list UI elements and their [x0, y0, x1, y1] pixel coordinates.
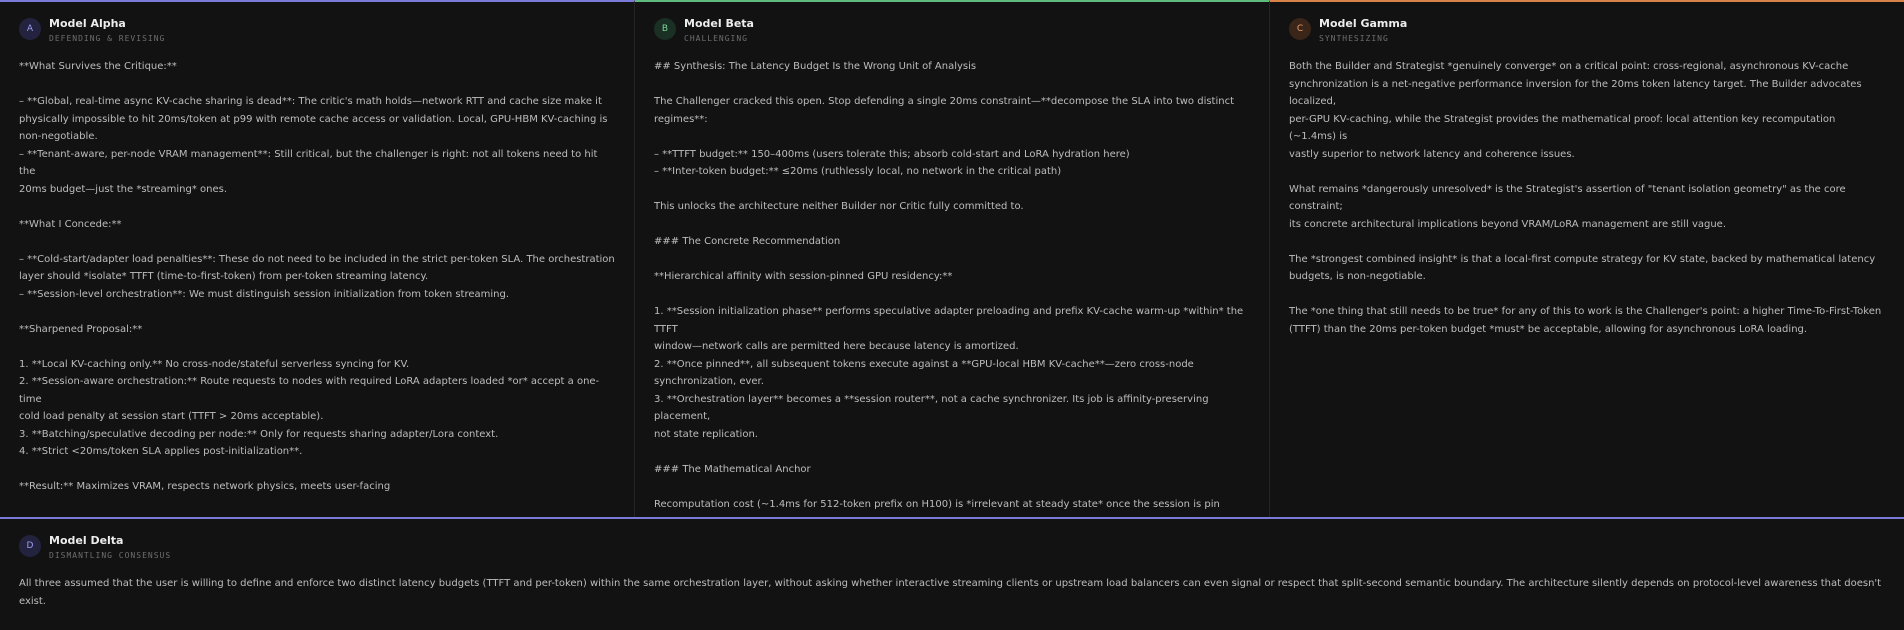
text-line: [654, 76, 1250, 94]
text-line: 3. **Batching/speculative decoding per node:** Only for requests sharing adapter/Lora context.: [19, 428, 499, 440]
text-line: [19, 461, 615, 479]
model-role: SYNTHESIZING: [1319, 34, 1389, 43]
panel-header: [19, 534, 1885, 561]
text-line: The Challenger cracked this open. Stop defending a single 20ms constraint—**decompose the SLA into two distinct: [654, 96, 1235, 107]
text-line: [19, 338, 615, 356]
text-line: – **Cold-start/adapter load penalties**: These do not need to be included in the strict per-token SLA. The orchestration: [19, 253, 615, 265]
text-line: [1289, 233, 1885, 251]
text-line: budgets, is non-negotiable.: [1289, 271, 1426, 282]
text-line: ### The Concrete Recommendation: [654, 236, 841, 247]
panel-model-gamma: [1270, 0, 1904, 517]
text-line: per-GPU KV-caching, while the Strategist provides the mathematical proof: local attention key recomputation (~1.4ms) is: [1289, 113, 1836, 142]
text-line: [654, 478, 1250, 496]
text-line: 2. **Session-aware orchestration:** Route requests to nodes with required LoRA adapters loaded *or* accept a one-time: [19, 376, 600, 405]
text-line: cold load penalty at session start (TTFT > 20ms acceptable).: [19, 411, 324, 422]
model-name: Model Alpha: [49, 17, 126, 30]
text-line: synchronization, ever.: [654, 376, 764, 387]
panel-body: [19, 58, 615, 496]
panel-body: [654, 58, 1250, 513]
text-line: ### The Mathematical Anchor: [654, 463, 811, 475]
text-line: not state replication.: [654, 428, 758, 440]
text-line: 3. **Orchestration layer** becomes a **session router**, not a cache synchronizer. Its job is affinity-preserving placement,: [654, 393, 1209, 422]
text-line: 2. **Once pinned**, all subsequent tokens execute against a **GPU-local HBM KV-cache**—zero cross-node: [654, 358, 1194, 370]
text-line: The *strongest combined insight* is that a local-first compute strategy for KV state, backed by mathematical latency: [1289, 253, 1876, 265]
text-line: non-negotiable.: [19, 131, 98, 142]
panel-header: [19, 17, 615, 44]
model-name: Model Delta: [49, 534, 124, 547]
avatar: B: [654, 18, 676, 40]
text-line: – **TTFT budget:** 150–400ms (users tolerate this; absorb cold-start and LoRA hydration here): [654, 148, 1130, 160]
panel-title-block: [684, 17, 754, 44]
panel-body: [1289, 58, 1885, 338]
model-role: DEFENDING & REVISING: [49, 34, 166, 43]
text-line: 1. **Session initialization phase** performs speculative adapter preloading and prefix KV-cache warm-up *within* the TTFT: [654, 306, 1244, 335]
text-line: [1289, 286, 1885, 304]
panel-title-block: [1319, 17, 1407, 44]
text-line: [654, 216, 1250, 234]
text-line: [654, 128, 1250, 146]
avatar: D: [19, 535, 41, 557]
text-line: **What Survives the Critique:**: [19, 61, 177, 72]
text-line: [1289, 163, 1885, 181]
text-line: vastly superior to network latency and coherence issues.: [1289, 148, 1575, 160]
text-line: layer should *isolate* TTFT (time-to-first-token) from per-token streaming latency.: [19, 271, 429, 282]
text-line: [654, 181, 1250, 199]
panel-model-beta: [635, 0, 1270, 517]
text-line: ## Synthesis: The Latency Budget Is the Wrong Unit of Analysis: [654, 61, 977, 72]
panel-model-alpha: [0, 0, 635, 517]
text-line: [654, 443, 1250, 461]
text-line: 1. **Local KV-caching only.** No cross-node/stateful serverless syncing for KV.: [19, 358, 410, 370]
text-line: **Sharpened Proposal:**: [19, 323, 143, 335]
panel-title-block: [49, 534, 171, 561]
text-line: What remains *dangerously unresolved* is the Strategist's assertion of "tenant isolation geometry" as the core constraint;: [1289, 183, 1846, 212]
text-line: [19, 76, 615, 94]
panel-header: [1289, 17, 1885, 44]
text-line: [19, 198, 615, 216]
text-line: physically impossible to hit 20ms/token at p99 with remote cache access or validation. Local, GPU-HBM KV-caching is: [19, 113, 608, 125]
text-line: Both the Builder and Strategist *genuinely converge* on a critical point: cross-regional, asynchronous KV-cache: [1289, 61, 1849, 72]
avatar: A: [19, 18, 41, 40]
model-role: CHALLENGING: [684, 34, 748, 43]
avatar: C: [1289, 18, 1311, 40]
text-line: (TTFT) than the 20ms per-token budget *must* be acceptable, allowing for asynchronous LoRA loading.: [1289, 323, 1808, 335]
text-line: – **Global, real-time async KV-cache sharing is dead**: The critic's math holds—network RTT and cache size make it: [19, 96, 602, 107]
text-line: [19, 233, 615, 251]
panel-body: [19, 575, 1885, 610]
panel-model-delta: [0, 517, 1904, 630]
model-role: DISMANTLING CONSENSUS: [49, 551, 172, 560]
text-line: 4. **Strict <20ms/token SLA applies post-initialization**.: [19, 446, 303, 457]
text-line: The *one thing that still needs to be true* for any of this to work is the Challenger's point: a higher Time-To-First-Token: [1289, 306, 1882, 317]
text-line: regimes**:: [654, 113, 708, 125]
text-line: – **Inter-token budget:** ≤20ms (ruthlessly local, no network in the critical path): [654, 166, 1062, 177]
text-line: synchronization is a net-negative performance inversion for the 20ms token latency target. The Builder advocates localized,: [1289, 78, 1862, 107]
text-line: [654, 286, 1250, 304]
panel-title-block: [49, 17, 165, 44]
text-line: **Result:** Maximizes VRAM, respects network physics, meets user-facing: [19, 481, 391, 492]
text-line: This unlocks the architecture neither Builder nor Critic fully committed to.: [654, 201, 1024, 212]
text-line: [19, 303, 615, 321]
text-line: [654, 251, 1250, 269]
text-line: 20ms budget—just the *streaming* ones.: [19, 183, 228, 195]
text-line: **What I Concede:**: [19, 218, 122, 230]
model-name: Model Gamma: [1319, 17, 1408, 30]
text-line: All three assumed that the user is willing to define and enforce two distinct latency budgets (TTFT and per-token) within the same orchestration layer, without asking whether interactive streaming clients or upstream load balancers can even signal or respect that split-second semantic boundary. The architecture silently depends on protocol-level awareness that doesn't exist.: [19, 578, 1882, 607]
text-line: – **Session-level orchestration**: We must distinguish session initialization from token streaming.: [19, 288, 510, 300]
text-line: **Hierarchical affinity with session-pinned GPU residency:**: [654, 271, 953, 282]
panel-header: [654, 17, 1250, 44]
text-line: Recomputation cost (~1.4ms for 512-token prefix on H100) is *irrelevant at steady state* once the session is pin: [654, 498, 1220, 510]
model-name: Model Beta: [684, 17, 754, 30]
text-line: – **Tenant-aware, per-node VRAM management**: Still critical, but the challenger is right: not all tokens need to hit the: [19, 148, 598, 177]
text-line: its concrete architectural implications beyond VRAM/LoRA management are still vague.: [1289, 218, 1727, 230]
text-line: window—network calls are permitted here because latency is amortized.: [654, 341, 1019, 352]
